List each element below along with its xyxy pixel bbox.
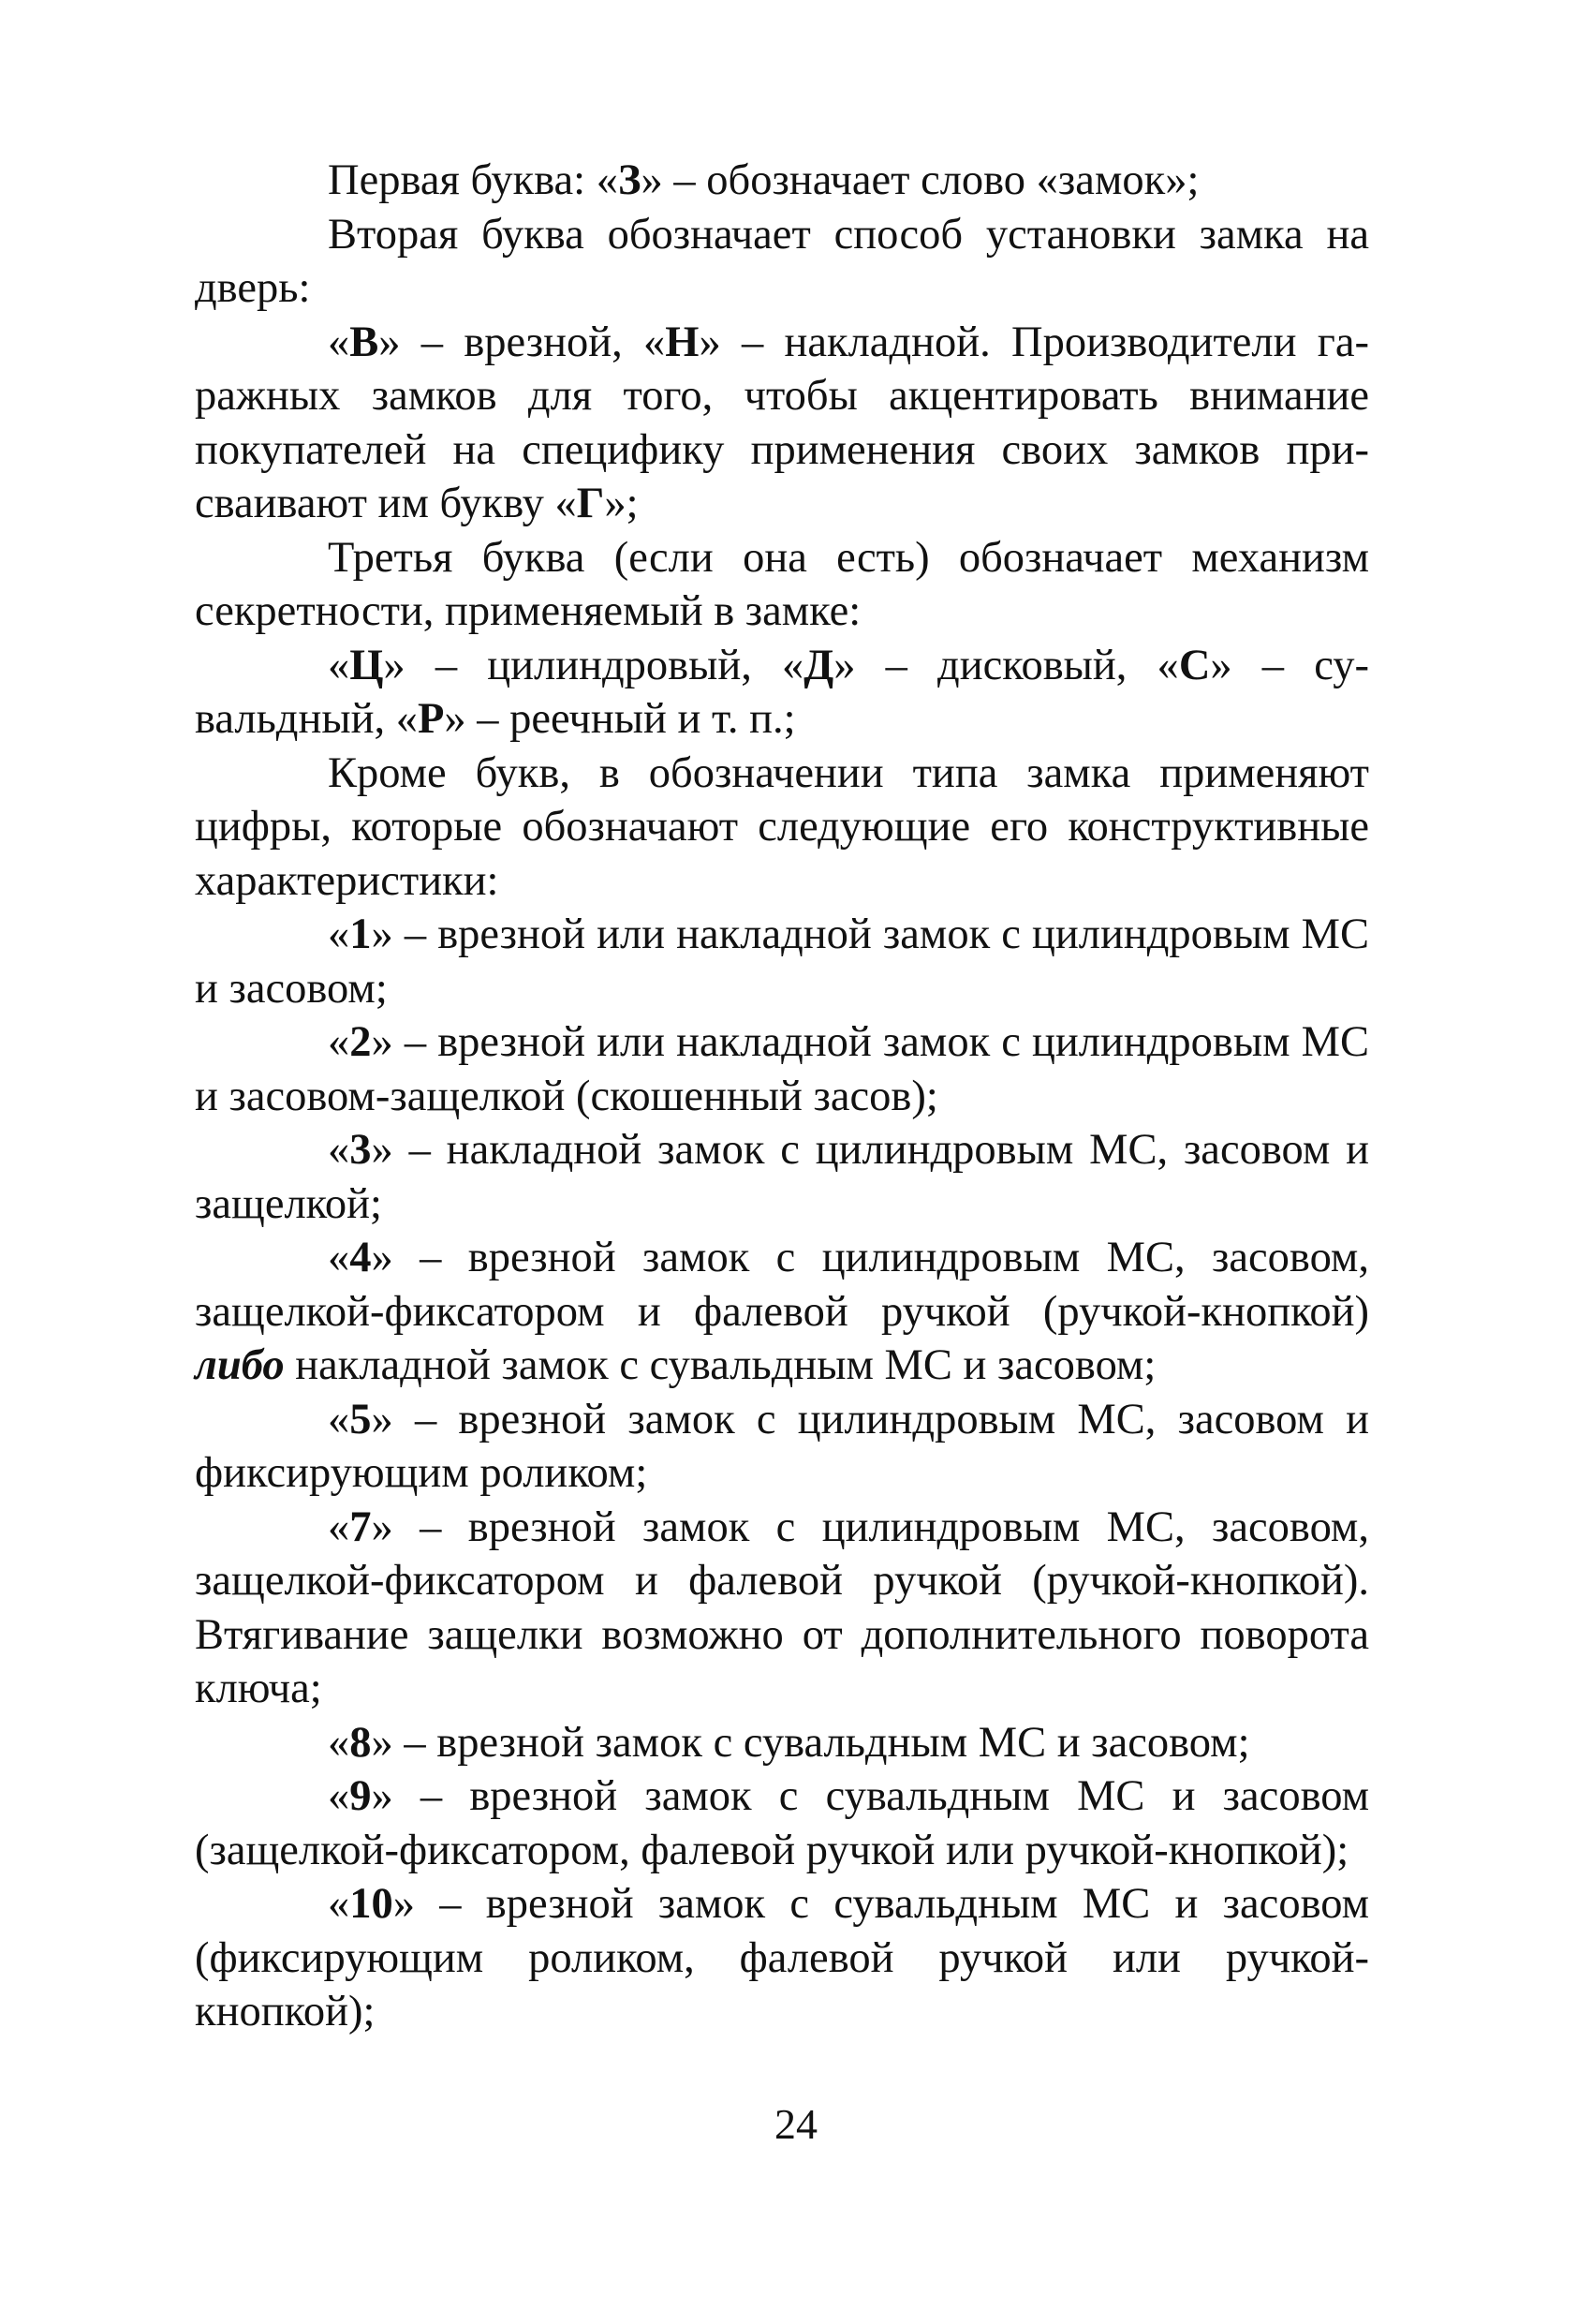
text-run: « [328, 1880, 350, 1928]
text-run: « [328, 910, 350, 958]
text-run: Кроме букв, в обозначении типа замка применяют цифры, которые обозначают следующие его конструктивные характеристики: [195, 748, 1369, 905]
para-digit-9 [195, 1769, 1369, 1877]
text-run: » – врезной, « [378, 318, 666, 366]
bold-code-letter: 8 [349, 1718, 372, 1767]
bold-code-letter: 3 [349, 1126, 372, 1174]
text-run: » – врезной замок с цилиндровым МС, засовом, защелкой-фиксатором и фалевой ручкой (ручкой-кнопкой) [195, 1234, 1369, 1336]
bold-code-letter: Р [417, 695, 445, 743]
page-body [195, 154, 1369, 2039]
bold-code-letter: 2 [349, 1018, 372, 1066]
bold-code-letter: 1 [349, 910, 372, 958]
text-run: Третья буква (если она есть) обозначает механизм секретности, применяемый в замке: [195, 533, 1369, 635]
text-run: » – дисковый, « [833, 641, 1179, 689]
bold-code-letter: Ц [349, 641, 384, 689]
bold-code-letter: 4 [349, 1234, 372, 1281]
bold-code-letter: В [349, 318, 379, 366]
text-run: Вторая буква обозначает способ установки замка на дверь: [195, 210, 1369, 312]
text-run: « [328, 1395, 350, 1443]
text-run: » – врезной замок с сувальдным МС и засовом (защелкой-фиксатором, фалевой ручкой или ручкой-кнопкой); [195, 1772, 1369, 1874]
text-run: » – сувальдный, « [195, 641, 1369, 743]
bold-code-letter: 9 [349, 1772, 372, 1820]
text-run: » – цилиндровый, « [383, 641, 804, 689]
text-run: » – врезной замок с сувальдным МС и засовом; [371, 1718, 1250, 1767]
text-run: »; [604, 480, 639, 527]
text-run: » – реечный и т. п.; [444, 695, 796, 743]
text-run: « [328, 641, 350, 689]
bold-code-letter: 10 [349, 1880, 393, 1928]
para-mortise-overhead [195, 316, 1369, 531]
text-run: » – врезной или накладной замок с цилиндровым МС и засовом; [195, 910, 1369, 1013]
page-number: 24 [774, 2100, 818, 2148]
para-digit-7 [195, 1501, 1369, 1716]
text-run: « [328, 1234, 350, 1281]
text-run: « [328, 1718, 350, 1767]
text-run: » – врезной замок с сувальдным МС и засовом (фиксирующим роликом, фалевой ручкой или ручкой-кнопкой); [195, 1880, 1369, 2035]
text-run: Первая буква: « [328, 156, 618, 204]
text-run: « [328, 1502, 350, 1551]
bold-code-letter: Н [665, 318, 700, 366]
text-run: » – накладной. Производители гаражных замков для того, чтобы акцентировать внимание покупателей на специфику применения своих замков присваивают им букву « [195, 318, 1369, 527]
text-run: » – врезной замок с цилиндровым МС, засовом и фиксирующим роликом; [195, 1395, 1369, 1497]
para-digit-3 [195, 1123, 1369, 1231]
para-digit-5 [195, 1393, 1369, 1501]
para-digit-2 [195, 1015, 1369, 1123]
para-digit-8 [195, 1716, 1369, 1770]
text-run: » – обозначает слово «замок»; [641, 156, 1200, 204]
text-run: » – врезной замок с цилиндровым МС, засовом, защелкой-фиксатором и фалевой ручкой (ручкой-кнопкой). Втягивание защелки возможно от дополнительного поворота ключа; [195, 1502, 1369, 1712]
text-run: » – врезной или накладной замок с цилиндровым МС и засовом-защелкой (скошенный засов); [195, 1018, 1369, 1120]
para-mechanisms [195, 639, 1369, 747]
para-second-letter [195, 208, 1369, 316]
para-digit-4 [195, 1231, 1369, 1393]
bold-code-letter: 5 [349, 1395, 372, 1443]
bold-code-letter: З [617, 156, 641, 204]
para-digit-1 [195, 908, 1369, 1015]
text-run: « [328, 1018, 350, 1066]
text-run: » – накладной замок с цилиндровым МС, засовом и защелкой; [195, 1126, 1369, 1228]
para-digits-intro [195, 747, 1369, 909]
text-run: « [328, 1126, 350, 1174]
text-run: « [328, 1772, 350, 1820]
para-third-letter [195, 531, 1369, 639]
bold-code-letter: С [1178, 641, 1211, 689]
text-run: « [328, 318, 350, 366]
emphasis-text: либо [195, 1341, 285, 1389]
para-first-letter [195, 154, 1369, 208]
bold-code-letter: Д [803, 641, 834, 689]
text-run: накладной замок с сувальдным МС и засовом; [284, 1341, 1157, 1389]
bold-code-letter: 7 [349, 1502, 372, 1551]
para-digit-10 [195, 1877, 1369, 2039]
bold-code-letter: Г [576, 480, 605, 527]
